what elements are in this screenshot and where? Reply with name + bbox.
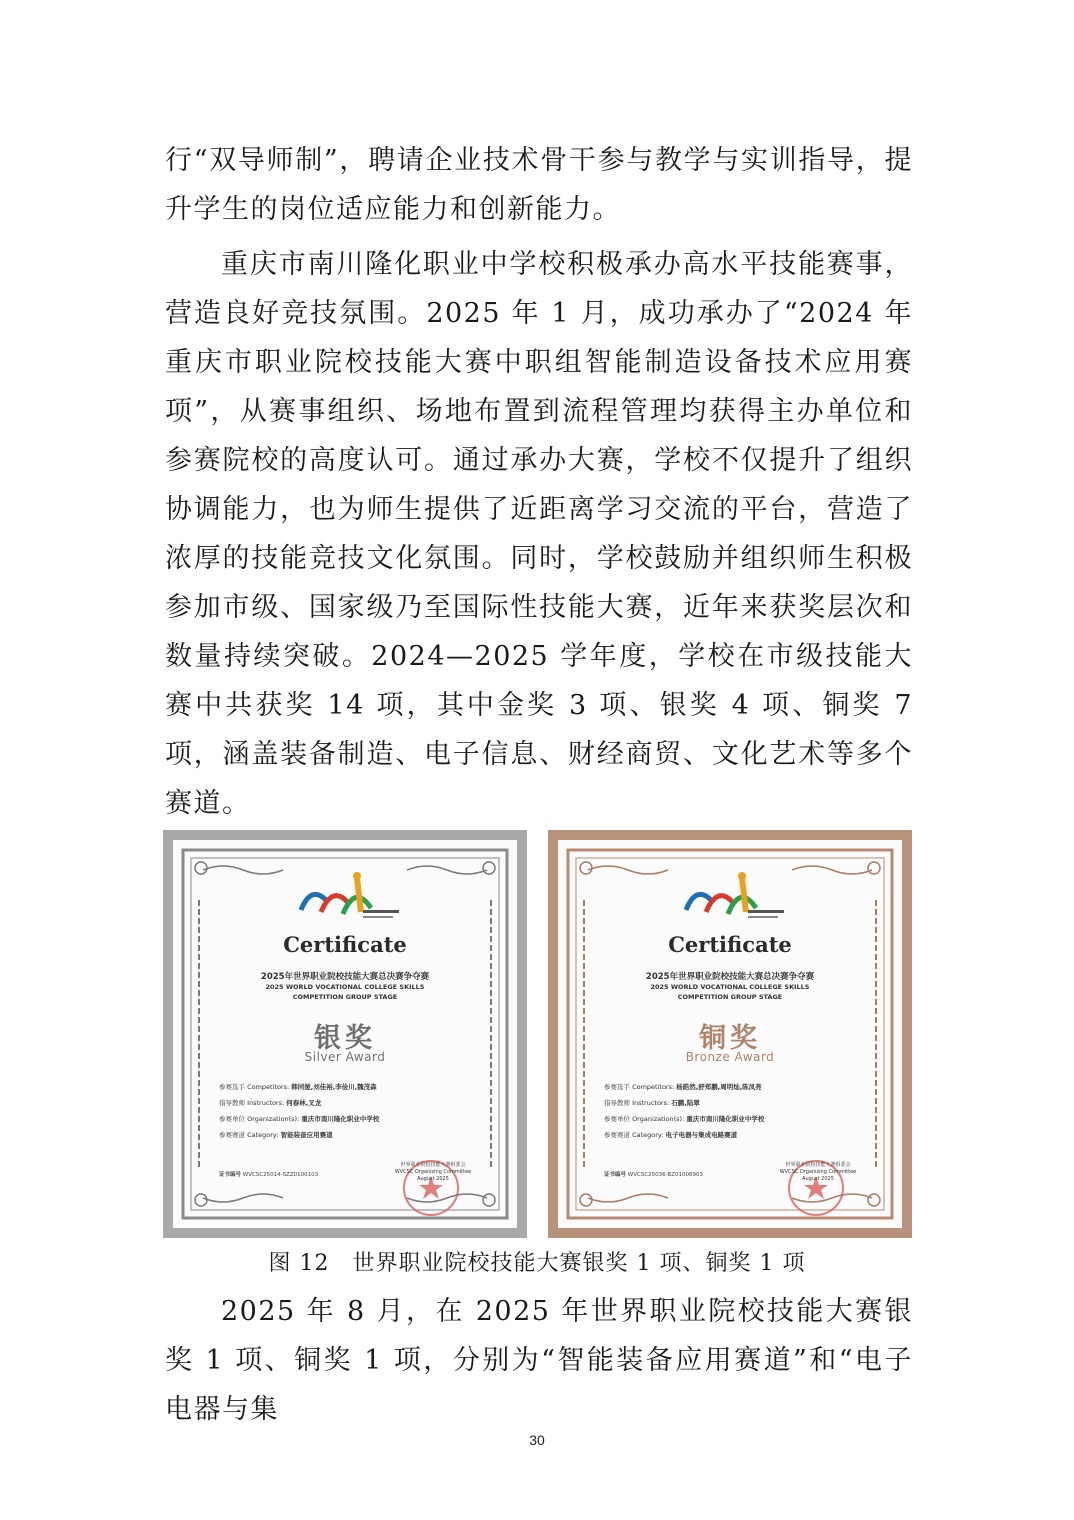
category-row: 参赛赛道 Category: 智能装备应用赛道 — [219, 1131, 333, 1139]
competition-name-en-1: 2025 WORLD VOCATIONAL COLLEGE SKILLS — [265, 983, 425, 991]
competition-name-en-2: COMPETITION GROUP STAGE — [292, 993, 398, 1001]
competition-name-en-1: 2025 WORLD VOCATIONAL COLLEGE SKILLS — [650, 983, 810, 991]
paragraph-competitions: 重庆市南川隆化职业中学校积极承办高水平技能赛事，营造良好竞技氛围。2025 年 1 月，成功承办了“2024 年重庆市职业院校技能大赛中职组智能制造设备技术应用赛项”，从赛事组织、场地布置到流程管理均获得主办单位和参赛院校的高度认可。通过承办大赛，学校不仅提升了组织协调能力，也为师生提供了近距离学习交流的平台，营造了浓厚的技能竞技文化氛围。同时，学校鼓励并组织师生积极参加市级、国家级乃至国际性技能大赛，近年来获奖层次和数量持续突破。2024—2025 学年度，学校在市级技能大赛中共获奖 14 项，其中金奖 3 项、银奖 4 项、铜奖 7 项，涵盖装备制造、电子信息、财经商贸、文化艺术等多个赛道。 — [165, 249, 913, 819]
issuer-text: 世界职业院校技能大赛组委会 WVCSC Organizing Committee August 2025 — [779, 1162, 857, 1182]
competition-name-cn: 2025年世界职业院校技能大赛总决赛争夺赛 — [260, 972, 430, 982]
competitors-row: 参赛选手 Competitors: 杨皓然,舒郑鹏,周明灿,陈凤亮 — [604, 1083, 762, 1091]
award-title-en: Silver Award — [304, 1050, 386, 1064]
wvcsc-logo-icon — [291, 870, 401, 926]
silver-certificate-image — [163, 830, 527, 1238]
instructors-row: 指导教师 Instructors: 何春林,叉龙 — [219, 1099, 322, 1107]
organization-row: 参赛单位 Organization(s): 重庆市南川隆化职业中学校 — [604, 1115, 765, 1123]
paragraph-continuation: 行“双导师制”，聘请企业技术骨干参与教学与实训指导，提升学生的岗位适应能力和创新能力。 — [165, 145, 913, 225]
instructors-row: 指导教师 Instructors: 石鹏,陆翠 — [604, 1099, 700, 1107]
issuer-text: 世界职业院校技能大赛组委会 WVCSC Organizing Committee August 2025 — [394, 1162, 472, 1182]
certificate-number: 证书编号 WVCSC25036-BZ01006903 — [604, 1172, 703, 1178]
competition-name-cn: 2025年世界职业院校技能大赛总决赛争夺赛 — [645, 972, 815, 982]
award-title-cn: 银奖 — [314, 1023, 376, 1054]
certificate-title: Certificate — [668, 932, 792, 957]
competitors-row: 参赛选手 Competitors: 韩同娅,刘佳裕,李俭川,魏茂森 — [219, 1083, 377, 1091]
category-row: 参赛赛道 Category: 电子电器与集成电路赛道 — [604, 1131, 738, 1139]
figure-caption: 图 12 世界职业院校技能大赛银奖 1 项、铜奖 1 项 — [268, 1251, 806, 1276]
wvcsc-logo-icon — [676, 870, 786, 926]
award-title-cn: 铜奖 — [699, 1023, 761, 1054]
certificate-title: Certificate — [283, 932, 407, 957]
award-title-en: Bronze Award — [685, 1050, 775, 1064]
competition-name-en-2: COMPETITION GROUP STAGE — [677, 993, 783, 1001]
bronze-certificate-image — [548, 830, 912, 1238]
paragraph-world-awards: 2025 年 8 月，在 2025 年世界职业院校技能大赛银奖 1 项、铜奖 1 项，分别为“智能装备应用赛道”和“电子电器与集 — [165, 1296, 913, 1425]
page-number: 30 — [529, 1432, 545, 1448]
certificate-number: 证书编号 WVCSC25014-SZZ0100103 — [219, 1172, 319, 1178]
organization-row: 参赛单位 Organization(s): 重庆市南川隆化职业中学校 — [219, 1115, 380, 1123]
